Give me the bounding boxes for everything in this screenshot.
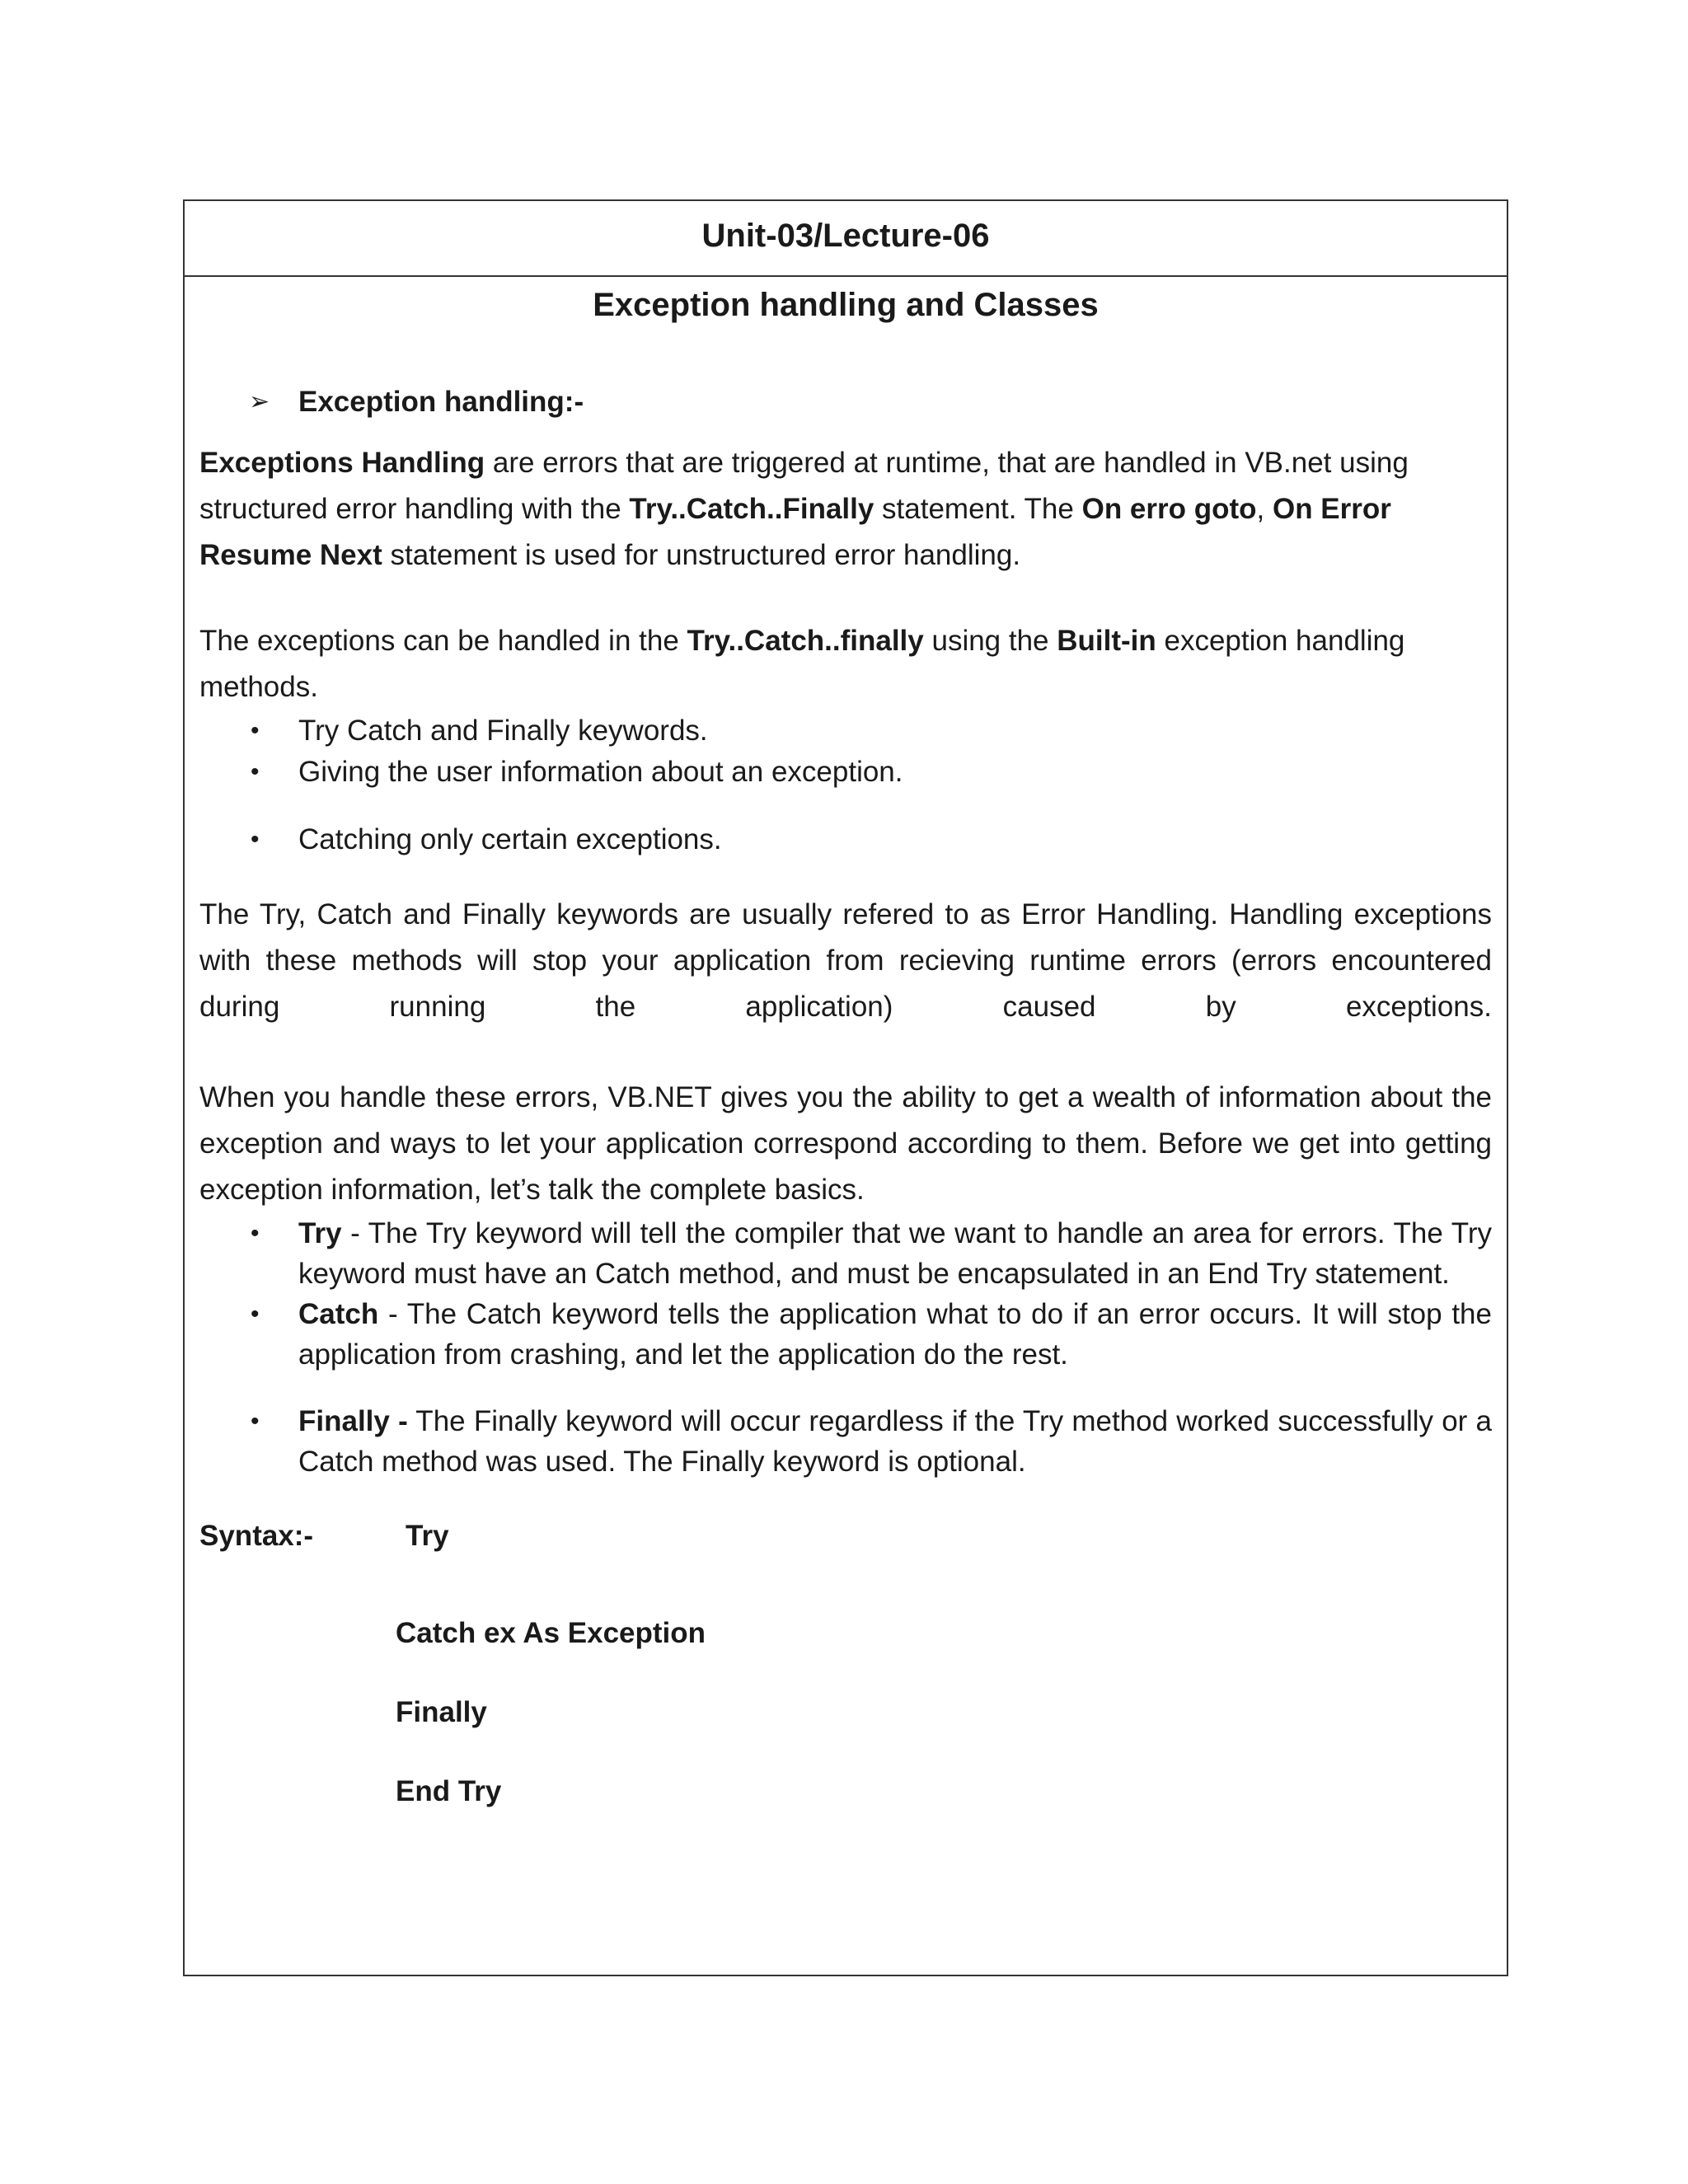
text-run: using the xyxy=(923,625,1057,657)
syntax-try: Try xyxy=(406,1520,449,1552)
bold-term: Built-in xyxy=(1057,625,1156,657)
syntax-end-try: End Try xyxy=(396,1775,502,1807)
list-item xyxy=(199,1401,1492,1482)
list-item-text: Giving the user information about an exception. xyxy=(298,756,903,788)
bullet-icon: • xyxy=(251,1408,260,1435)
list-item-text: Catching only certain exceptions. xyxy=(298,823,722,855)
list-item xyxy=(199,819,1492,860)
keyword-description: - The Try keyword will tell the compiler that we want to handle an area for errors. The Try keyword must have an Catch method, and must be encapsulated in an End Try statement. xyxy=(298,1217,1492,1290)
lecture-frame xyxy=(183,199,1508,1976)
lecture-content xyxy=(185,280,1507,1826)
bullet-icon: • xyxy=(251,758,260,785)
bold-term: Try..Catch..finally xyxy=(687,625,924,657)
header-row xyxy=(185,201,1507,277)
subheading xyxy=(199,379,1492,425)
keyword-description: - The Catch keyword tells the application what to do if an error occurs. It will stop the application from crashing, and let the application do the rest. xyxy=(298,1298,1492,1371)
section-title: Exception handling and Classes xyxy=(593,287,1099,323)
text-run: , xyxy=(1256,493,1273,525)
list-item xyxy=(199,1294,1492,1375)
list-item xyxy=(199,752,1492,793)
keywords-list xyxy=(199,1213,1492,1482)
text-run: exception handling methods. xyxy=(199,625,1405,703)
text-run: The exceptions can be handled in the xyxy=(199,625,687,657)
paragraph-error-handling: The Try, Catch and Finally keywords are usually refered to as Error Handling. Handling exceptions with these methods will stop your application from recieving runtime errors (errors encountered during running the application) caused by exceptions. xyxy=(199,898,1492,1023)
subheading-text: Exception handling:- xyxy=(298,386,584,418)
keyword-description: The Finally keyword will occur regardless if the Try method worked successfully or a Catch method was used. The Finally keyword is optional. xyxy=(298,1405,1492,1478)
bold-term: On erro goto xyxy=(1081,493,1257,525)
keyword-term: Catch xyxy=(298,1298,379,1330)
list-item-text: Try Catch and Finally keywords. xyxy=(298,715,708,747)
arrow-bullet-icon: ➢ xyxy=(249,388,270,415)
syntax-finally: Finally xyxy=(396,1696,487,1728)
methods-list xyxy=(199,710,1492,860)
paragraph-methods xyxy=(199,618,1492,710)
bold-term: Exceptions Handling xyxy=(199,447,485,479)
syntax-label: Syntax:- xyxy=(199,1520,314,1552)
bullet-icon: • xyxy=(251,1301,260,1328)
text-run: statement is used for unstructured error handling. xyxy=(382,539,1021,571)
text-run: statement. The xyxy=(874,493,1082,525)
list-item xyxy=(199,1213,1492,1294)
keyword-term: Finally - xyxy=(298,1405,408,1437)
bold-term: On Error Resume Next xyxy=(199,493,1391,571)
syntax-catch: Catch ex As Exception xyxy=(396,1617,706,1649)
paragraph-vbnet: When you handle these errors, VB.NET gives you the ability to get a wealth of information about the exception and ways to let your application correspond according to them. Before we get into getting exception information, let’s talk the complete basics. xyxy=(199,1081,1492,1206)
list-item xyxy=(199,710,1492,752)
bullet-icon: • xyxy=(251,826,260,853)
keyword-term: Try xyxy=(298,1217,342,1249)
bullet-icon: • xyxy=(251,717,260,744)
syntax-block xyxy=(199,1513,1492,1826)
bold-term: Try..Catch..Finally xyxy=(629,493,874,525)
bullet-icon: • xyxy=(251,1220,260,1247)
text-run: are errors that are triggered at runtime, that are handled in VB.net using structured error handling with the xyxy=(199,447,1409,525)
paragraph-intro xyxy=(199,440,1492,579)
unit-title: Unit-03/Lecture-06 xyxy=(701,217,990,254)
